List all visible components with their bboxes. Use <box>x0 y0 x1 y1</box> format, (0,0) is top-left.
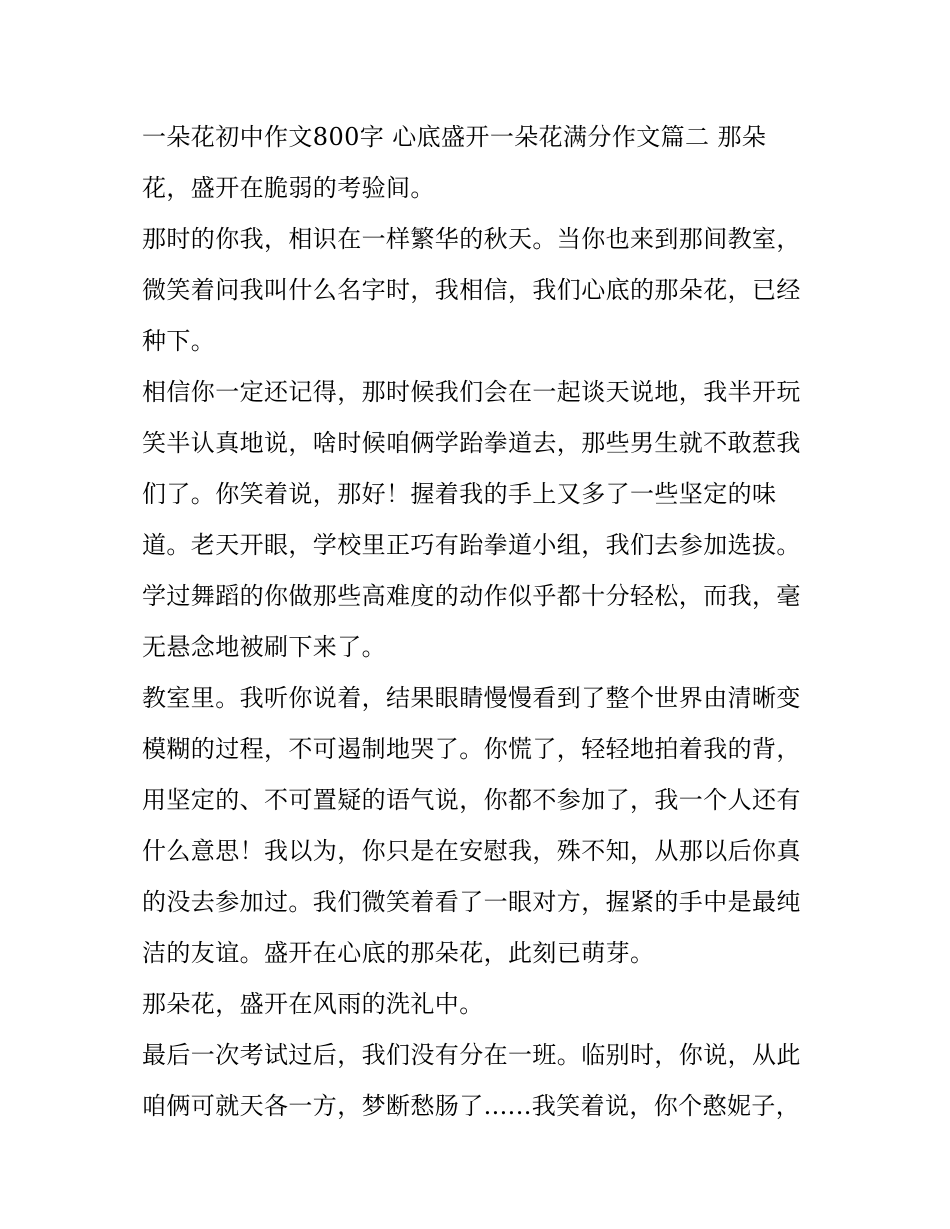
text-line: 一朵花初中作文800字 心底盛开一朵花满分作文篇二 那朵 <box>142 123 767 151</box>
essay-body <box>142 112 822 1132</box>
text-line: 咱俩可就天各一方，梦断愁肠了......我笑着说，你个憨妮子， <box>142 1092 801 1120</box>
text-line: 最后一次考试过后，我们没有分在一班。临别时，你说，从此 <box>142 1041 801 1069</box>
text-line: 那朵花，盛开在风雨的洗礼中。 <box>142 990 484 1018</box>
text-line: 学过舞蹈的你做那些高难度的动作似乎都十分轻松，而我，毫 <box>142 582 801 610</box>
text-line: 教室里。我听你说着，结果眼睛慢慢看到了整个世界由清晰变 <box>142 684 801 712</box>
text-line: 花，盛开在脆弱的考验间。 <box>142 174 435 202</box>
text-line: 种下。 <box>142 327 216 355</box>
text-line: 道。老天开眼，学校里正巧有跆拳道小组，我们去参加选拔。 <box>142 531 801 559</box>
text-line: 的没去参加过。我们微笑着看了一眼对方，握紧的手中是最纯 <box>142 888 801 916</box>
text-line: 微笑着问我叫什么名字时，我相信，我们心底的那朵花，已经 <box>142 276 801 304</box>
text-line: 用坚定的、不可置疑的语气说，你都不参加了，我一个人还有 <box>142 786 801 814</box>
text-line: 们了。你笑着说，那好！握着我的手上又多了一些坚定的味 <box>142 480 777 508</box>
text-line: 无悬念地被刷下来了。 <box>142 633 386 661</box>
text-line: 笑半认真地说，啥时候咱俩学跆拳道去，那些男生就不敢惹我 <box>142 429 801 457</box>
text-line: 模糊的过程，不可遏制地哭了。你慌了，轻轻地拍着我的背， <box>142 735 801 763</box>
text-line: 相信你一定还记得，那时候我们会在一起谈天说地，我半开玩 <box>142 378 801 406</box>
text-line: 那时的你我，相识在一样繁华的秋天。当你也来到那间教室， <box>142 225 801 253</box>
text-line: 什么意思！我以为，你只是在安慰我，殊不知，从那以后你真 <box>142 837 801 865</box>
text-line: 洁的友谊。盛开在心底的那朵花，此刻已萌芽。 <box>142 939 655 967</box>
